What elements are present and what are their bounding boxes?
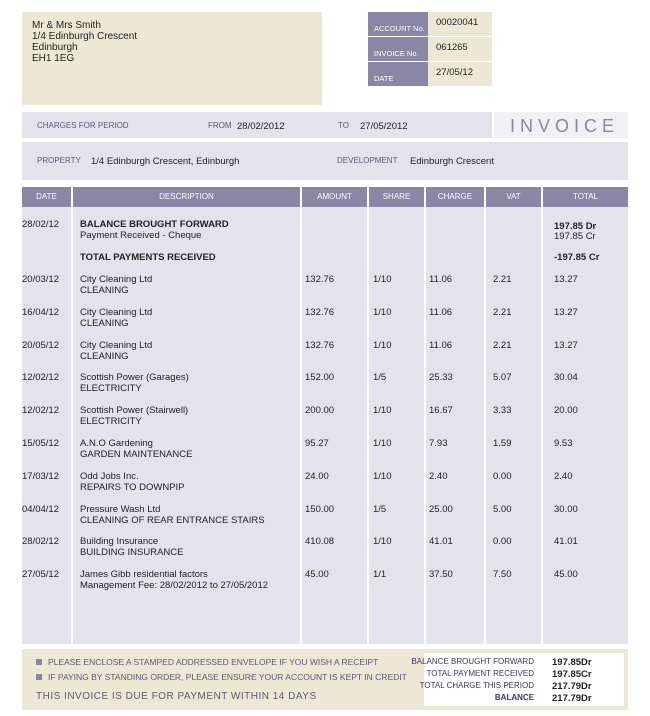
development-label: DEVELOPMENT — [337, 156, 398, 165]
row-description: James Gibb residential factors — [80, 569, 208, 580]
row-amount: 132.76 — [305, 274, 335, 285]
bullet-square-icon — [36, 659, 42, 665]
row-category: CLEANING — [80, 351, 129, 362]
address-line: Edinburgh — [32, 42, 78, 53]
summary-label: TOTAL PAYMENT RECEIVED — [426, 669, 534, 678]
balance-subtitle: Payment Received - Cheque — [80, 230, 202, 241]
row-category: CLEANING — [80, 285, 129, 296]
row-description: Odd Jobs Inc. — [80, 471, 139, 482]
summary-value: 197.85Cr — [552, 669, 592, 680]
footer-note: IF PAYING BY STANDING ORDER, PLEASE ENSURE YOUR ACCOUNT IS KEPT IN CREDIT — [36, 672, 407, 682]
row-vat: 5.07 — [493, 372, 512, 383]
row-amount: 45.00 — [305, 569, 329, 580]
to-date: 27/05/2012 — [360, 121, 408, 132]
row-date: 12/02/12 — [22, 405, 59, 416]
property-value: 1/4 Edinburgh Crescent, Edinburgh — [91, 156, 240, 167]
development-value: Edinburgh Crescent — [410, 156, 494, 167]
row-amount: 132.76 — [305, 307, 335, 318]
row-category: ELECTRICITY — [80, 383, 142, 394]
from-label: FROM — [208, 121, 232, 130]
row-charge: 11.06 — [429, 307, 453, 318]
row-amount: 150.00 — [305, 504, 335, 515]
column-divider — [424, 187, 426, 644]
row-share: 1/5 — [373, 372, 387, 383]
row-total: 13.27 — [554, 307, 578, 318]
row-share: 1/10 — [373, 405, 392, 416]
row-total: 30.04 — [554, 372, 578, 383]
row-total: 2.40 — [554, 471, 573, 482]
property-label: PROPERTY — [37, 156, 81, 165]
row-date: 17/03/12 — [22, 471, 59, 482]
row-total: 13.27 — [554, 340, 578, 351]
column-header-amount: AMOUNT — [317, 192, 352, 201]
invoice-number-value: 061265 — [428, 37, 492, 61]
row-date: 27/05/12 — [22, 569, 59, 580]
row-amount: 132.76 — [305, 340, 335, 351]
row-share: 1/5 — [373, 504, 387, 515]
row-vat: 0.00 — [493, 471, 512, 482]
column-header-charge: CHARGE — [437, 192, 473, 201]
to-label: TO — [338, 121, 349, 130]
balance-title: BALANCE BROUGHT FORWARD — [80, 219, 229, 230]
row-share: 1/10 — [373, 536, 392, 547]
row-share: 1/10 — [373, 340, 392, 351]
row-vat: 7.50 — [493, 569, 512, 580]
column-divider — [71, 187, 73, 644]
row-description: City Cleaning Ltd — [80, 274, 153, 285]
row-share: 1/10 — [373, 438, 392, 449]
summary-value: 197.85Dr — [552, 657, 592, 668]
invoice-date-label: DATE — [368, 62, 428, 86]
row-amount: 152.00 — [305, 372, 335, 383]
row-date: 12/02/12 — [22, 372, 59, 383]
row-total: 9.53 — [554, 438, 573, 449]
row-category: ELECTRICITY — [80, 416, 142, 427]
row-description: Pressure Wash Ltd — [80, 504, 161, 515]
row-category: REPAIRS TO DOWNPIP — [80, 482, 185, 493]
row-charge: 11.06 — [429, 340, 453, 351]
row-category: CLEANING — [80, 318, 129, 329]
column-divider — [367, 187, 369, 644]
balance-total-cr: 197.85 Cr — [554, 231, 596, 242]
row-amount: 95.27 — [305, 438, 329, 449]
row-date: 28/02/12 — [22, 536, 59, 547]
row-description: Scottish Power (Garages) — [80, 372, 189, 383]
total-payments-label: TOTAL PAYMENTS RECEIVED — [80, 252, 216, 263]
row-description: Building Insurance — [80, 536, 159, 547]
account-number-label: ACCOUNT No. — [368, 12, 428, 36]
row-category: Management Fee: 28/02/2012 to 27/05/2012 — [80, 580, 269, 591]
address-line: Mr & Mrs Smith — [32, 20, 101, 31]
row-charge: 25.00 — [429, 504, 453, 515]
row-total: 20.00 — [554, 405, 578, 416]
row-share: 1/1 — [373, 569, 387, 580]
column-header-total: TOTAL — [572, 192, 599, 201]
row-vat: 1.59 — [493, 438, 512, 449]
row-vat: 2.21 — [493, 307, 512, 318]
row-charge: 25.33 — [429, 372, 453, 383]
row-total: 41.01 — [554, 536, 578, 547]
row-category: BUILDING INSURANCE — [80, 547, 184, 558]
row-amount: 200.00 — [305, 405, 335, 416]
row-amount: 24.00 — [305, 471, 329, 482]
bullet-square-icon — [36, 674, 42, 680]
charges-period-label: CHARGES FOR PERIOD — [37, 121, 129, 130]
row-date: 20/03/12 — [22, 274, 59, 285]
row-vat: 3.33 — [493, 405, 512, 416]
address-line: EH1 1EG — [32, 53, 75, 64]
row-date: 15/05/12 — [22, 438, 59, 449]
payment-due-notice: THIS INVOICE IS DUE FOR PAYMENT WITHIN 14 DAYS — [36, 691, 317, 702]
address-line: 1/4 Edinburgh Crescent — [32, 31, 138, 42]
row-total: 45.00 — [554, 569, 578, 580]
charges-period-band — [22, 112, 628, 138]
row-vat: 2.21 — [493, 340, 512, 351]
column-header-vat: VAT — [506, 192, 521, 201]
row-share: 1/10 — [373, 274, 392, 285]
column-header-description: DESCRIPTION — [159, 192, 214, 201]
recipient-address — [22, 12, 322, 105]
column-header-date: DATE — [36, 192, 57, 201]
row-share: 1/10 — [373, 471, 392, 482]
summary-value: 217.79Dr — [552, 681, 592, 692]
column-divider — [484, 187, 486, 644]
row-category: CLEANING OF REAR ENTRANCE STAIRS — [80, 515, 265, 526]
invoice-footer — [22, 649, 628, 710]
row-charge: 11.06 — [429, 274, 453, 285]
row-amount: 410.08 — [305, 536, 335, 547]
row-description: Scottish Power (Stairwell) — [80, 405, 189, 416]
row-date: 20/05/12 — [22, 340, 59, 351]
column-divider — [300, 187, 302, 644]
summary-label: BALANCE BROUGHT FORWARD — [411, 657, 534, 666]
row-total: 30.00 — [554, 504, 578, 515]
from-date: 28/02/2012 — [237, 121, 285, 132]
summary-box — [411, 653, 624, 706]
row-charge: 7.93 — [429, 438, 448, 449]
row-share: 1/10 — [373, 307, 392, 318]
table-header — [22, 187, 628, 207]
row-charge: 41.01 — [429, 536, 453, 547]
invoice-number-label: INVOICE No. — [368, 37, 428, 61]
row-vat: 5.00 — [493, 504, 512, 515]
row-vat: 2.21 — [493, 274, 512, 285]
row-category: GARDEN MAINTENANCE — [80, 449, 193, 460]
summary-balance-value: 217.79Dr — [552, 693, 592, 704]
row-total: 13.27 — [554, 274, 578, 285]
account-details — [368, 12, 492, 86]
balance-date: 28/02/12 — [22, 219, 59, 230]
balance-total-dr: 197.85 Dr — [554, 221, 597, 232]
row-date: 04/04/12 — [22, 504, 59, 515]
row-description: A.N.O Gardening — [80, 438, 153, 449]
row-charge: 37.50 — [429, 569, 453, 580]
row-charge: 2.40 — [429, 471, 448, 482]
summary-label: TOTAL CHARGE THIS PERIOD — [419, 681, 534, 690]
row-description: City Cleaning Ltd — [80, 340, 153, 351]
account-number-value: 00020041 — [428, 12, 492, 36]
column-header-share: SHARE — [382, 192, 411, 201]
footer-note: PLEASE ENCLOSE A STAMPED ADDRESSED ENVELOPE IF YOU WISH A RECEIPT — [36, 657, 378, 667]
row-description: City Cleaning Ltd — [80, 307, 153, 318]
row-charge: 16.67 — [429, 405, 453, 416]
property-band — [22, 142, 628, 180]
summary-balance-label: BALANCE — [494, 693, 534, 702]
invoice-date-value: 27/05/12 — [428, 62, 492, 86]
column-divider — [541, 187, 543, 644]
row-vat: 0.00 — [493, 536, 512, 547]
total-payments-value: -197.85 Cr — [554, 252, 600, 263]
invoice-title: INVOICE — [510, 116, 620, 136]
row-date: 16/04/12 — [22, 307, 59, 318]
